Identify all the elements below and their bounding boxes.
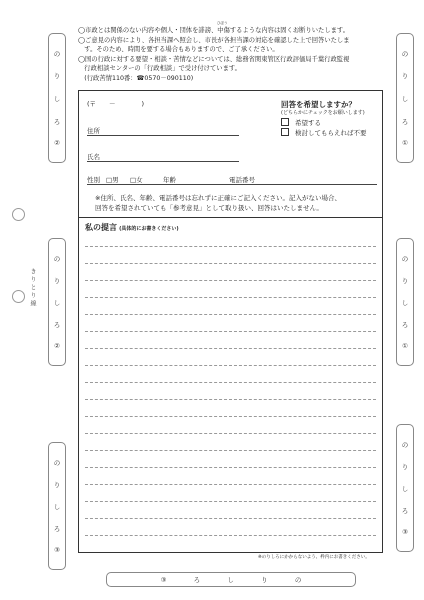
note-line: ◯国の行政に対する要望・相談・苦情などについては、総務省関東管区行政評価局千葉行政監視 <box>78 55 350 63</box>
writing-line <box>85 297 376 298</box>
name-label: 氏名 <box>87 153 100 161</box>
writing-line <box>85 314 376 315</box>
writing-line <box>85 246 376 247</box>
glue-char: り <box>53 72 61 81</box>
glue-char: ろ <box>401 117 409 126</box>
glue-char: ろ <box>193 576 201 584</box>
notes-section <box>78 26 398 84</box>
writing-line <box>85 450 376 451</box>
glue-char: し <box>53 502 61 511</box>
glue-mark: ③ <box>54 546 60 555</box>
glue-tab-left-2 <box>48 238 66 366</box>
glue-char: り <box>401 276 409 285</box>
glue-tab-left-1 <box>48 33 66 163</box>
glue-char: ろ <box>53 525 61 534</box>
submission-form <box>78 90 383 553</box>
writing-line <box>85 280 376 281</box>
reply-title: 回答を希望しますか？ <box>281 100 356 109</box>
note-line: ◯ご意見の内容により、各担当課へ照会し、市長が各担当課の対応を確認した上で回答いたしま <box>78 36 350 44</box>
writing-line <box>85 518 376 519</box>
glue-char: り <box>401 462 409 471</box>
furigana: ひぼう <box>217 21 228 25</box>
glue-mark: ③ <box>160 575 167 584</box>
cut-line-label: きりとり線 <box>29 268 36 308</box>
address-label: 住所 <box>87 127 100 135</box>
note-line: (行政苦情110番：☎0570－090110) <box>78 74 194 82</box>
notice-line-2: 回答を希望されていても「参考意見」として取り扱い、回答はいたしません。 <box>95 204 323 212</box>
writing-line <box>85 365 376 366</box>
glue-char: り <box>261 576 268 584</box>
glue-char: し <box>227 576 234 584</box>
reply-option-yes-label: 希望する <box>295 119 321 127</box>
glue-mark: ② <box>54 139 60 148</box>
note-line: ◯市政とは関係のない内容や個人・団体を誹謗、中傷するような内容は固くお断りいたします。 <box>78 27 350 34</box>
writing-line <box>85 433 376 434</box>
glue-char: し <box>53 94 61 103</box>
glue-mark: ① <box>402 139 408 148</box>
glue-char: の <box>401 440 409 449</box>
glue-char: の <box>53 458 61 467</box>
glue-char: り <box>53 276 61 285</box>
writing-line <box>85 348 376 349</box>
glue-char: ろ <box>401 321 409 330</box>
writing-line <box>85 484 376 485</box>
gender-label: 性別 <box>87 176 100 184</box>
glue-char: し <box>401 94 409 103</box>
glue-char: の <box>401 49 409 58</box>
gender-female[interactable]: □女 <box>130 176 143 184</box>
proposal-subtitle: (具体的にお書きください) <box>119 226 179 232</box>
glue-tab-right-3 <box>396 424 414 552</box>
writing-line <box>85 331 376 332</box>
glue-tab-right-2 <box>396 238 414 366</box>
glue-char: し <box>401 298 409 307</box>
age-label: 年齢 <box>163 176 176 184</box>
glue-char: の <box>294 576 302 584</box>
glue-char: の <box>401 254 409 263</box>
glue-char: ろ <box>53 117 61 126</box>
writing-line <box>85 535 376 536</box>
footer-note: ※のりしろにかからないよう、枠内にお書きください。 <box>258 555 370 560</box>
glue-mark: ② <box>54 342 60 351</box>
binder-hole-top <box>12 208 25 221</box>
glue-char: の <box>53 254 61 263</box>
glue-mark: ③ <box>402 528 408 537</box>
writing-line <box>85 263 376 264</box>
glue-char: り <box>53 480 61 489</box>
note-line: す。そのため、時間を要する場合もありますので、ご了承ください。 <box>78 46 279 54</box>
glue-mark: ① <box>402 342 408 351</box>
glue-char: の <box>53 49 61 58</box>
writing-line <box>85 467 376 468</box>
notice-line-1: ※住所、氏名、年齢、電話番号は忘れずに正確にご記入ください。記入がない場合、 <box>95 194 341 202</box>
writing-line <box>85 501 376 502</box>
binder-hole-bottom <box>12 290 25 303</box>
postal-code-field[interactable]: (〒 － ) <box>87 100 145 108</box>
writing-line <box>85 399 376 400</box>
writing-line <box>85 382 376 383</box>
glue-char: ろ <box>401 507 409 516</box>
glue-char: ろ <box>53 321 61 330</box>
glue-char: し <box>401 484 409 493</box>
reply-option-no-label: 検討してもらえれば不要 <box>295 129 367 137</box>
glue-tab-left-3 <box>48 442 66 570</box>
phone-label: 電話番号 <box>229 176 255 184</box>
writing-area[interactable] <box>79 91 382 552</box>
glue-char: り <box>401 72 409 81</box>
writing-line <box>85 416 376 417</box>
glue-tab-right-1 <box>396 33 414 163</box>
reply-subtitle: (どちらかにチェックをお願いします) <box>281 110 365 116</box>
note-line: 行政相談センターの「行政相談」で受け付けています。 <box>78 65 241 73</box>
gender-male[interactable]: □男 <box>106 176 119 184</box>
proposal-title-text: 私の提言 <box>85 223 117 232</box>
glue-tab-bottom <box>106 572 356 587</box>
glue-char: し <box>53 298 61 307</box>
